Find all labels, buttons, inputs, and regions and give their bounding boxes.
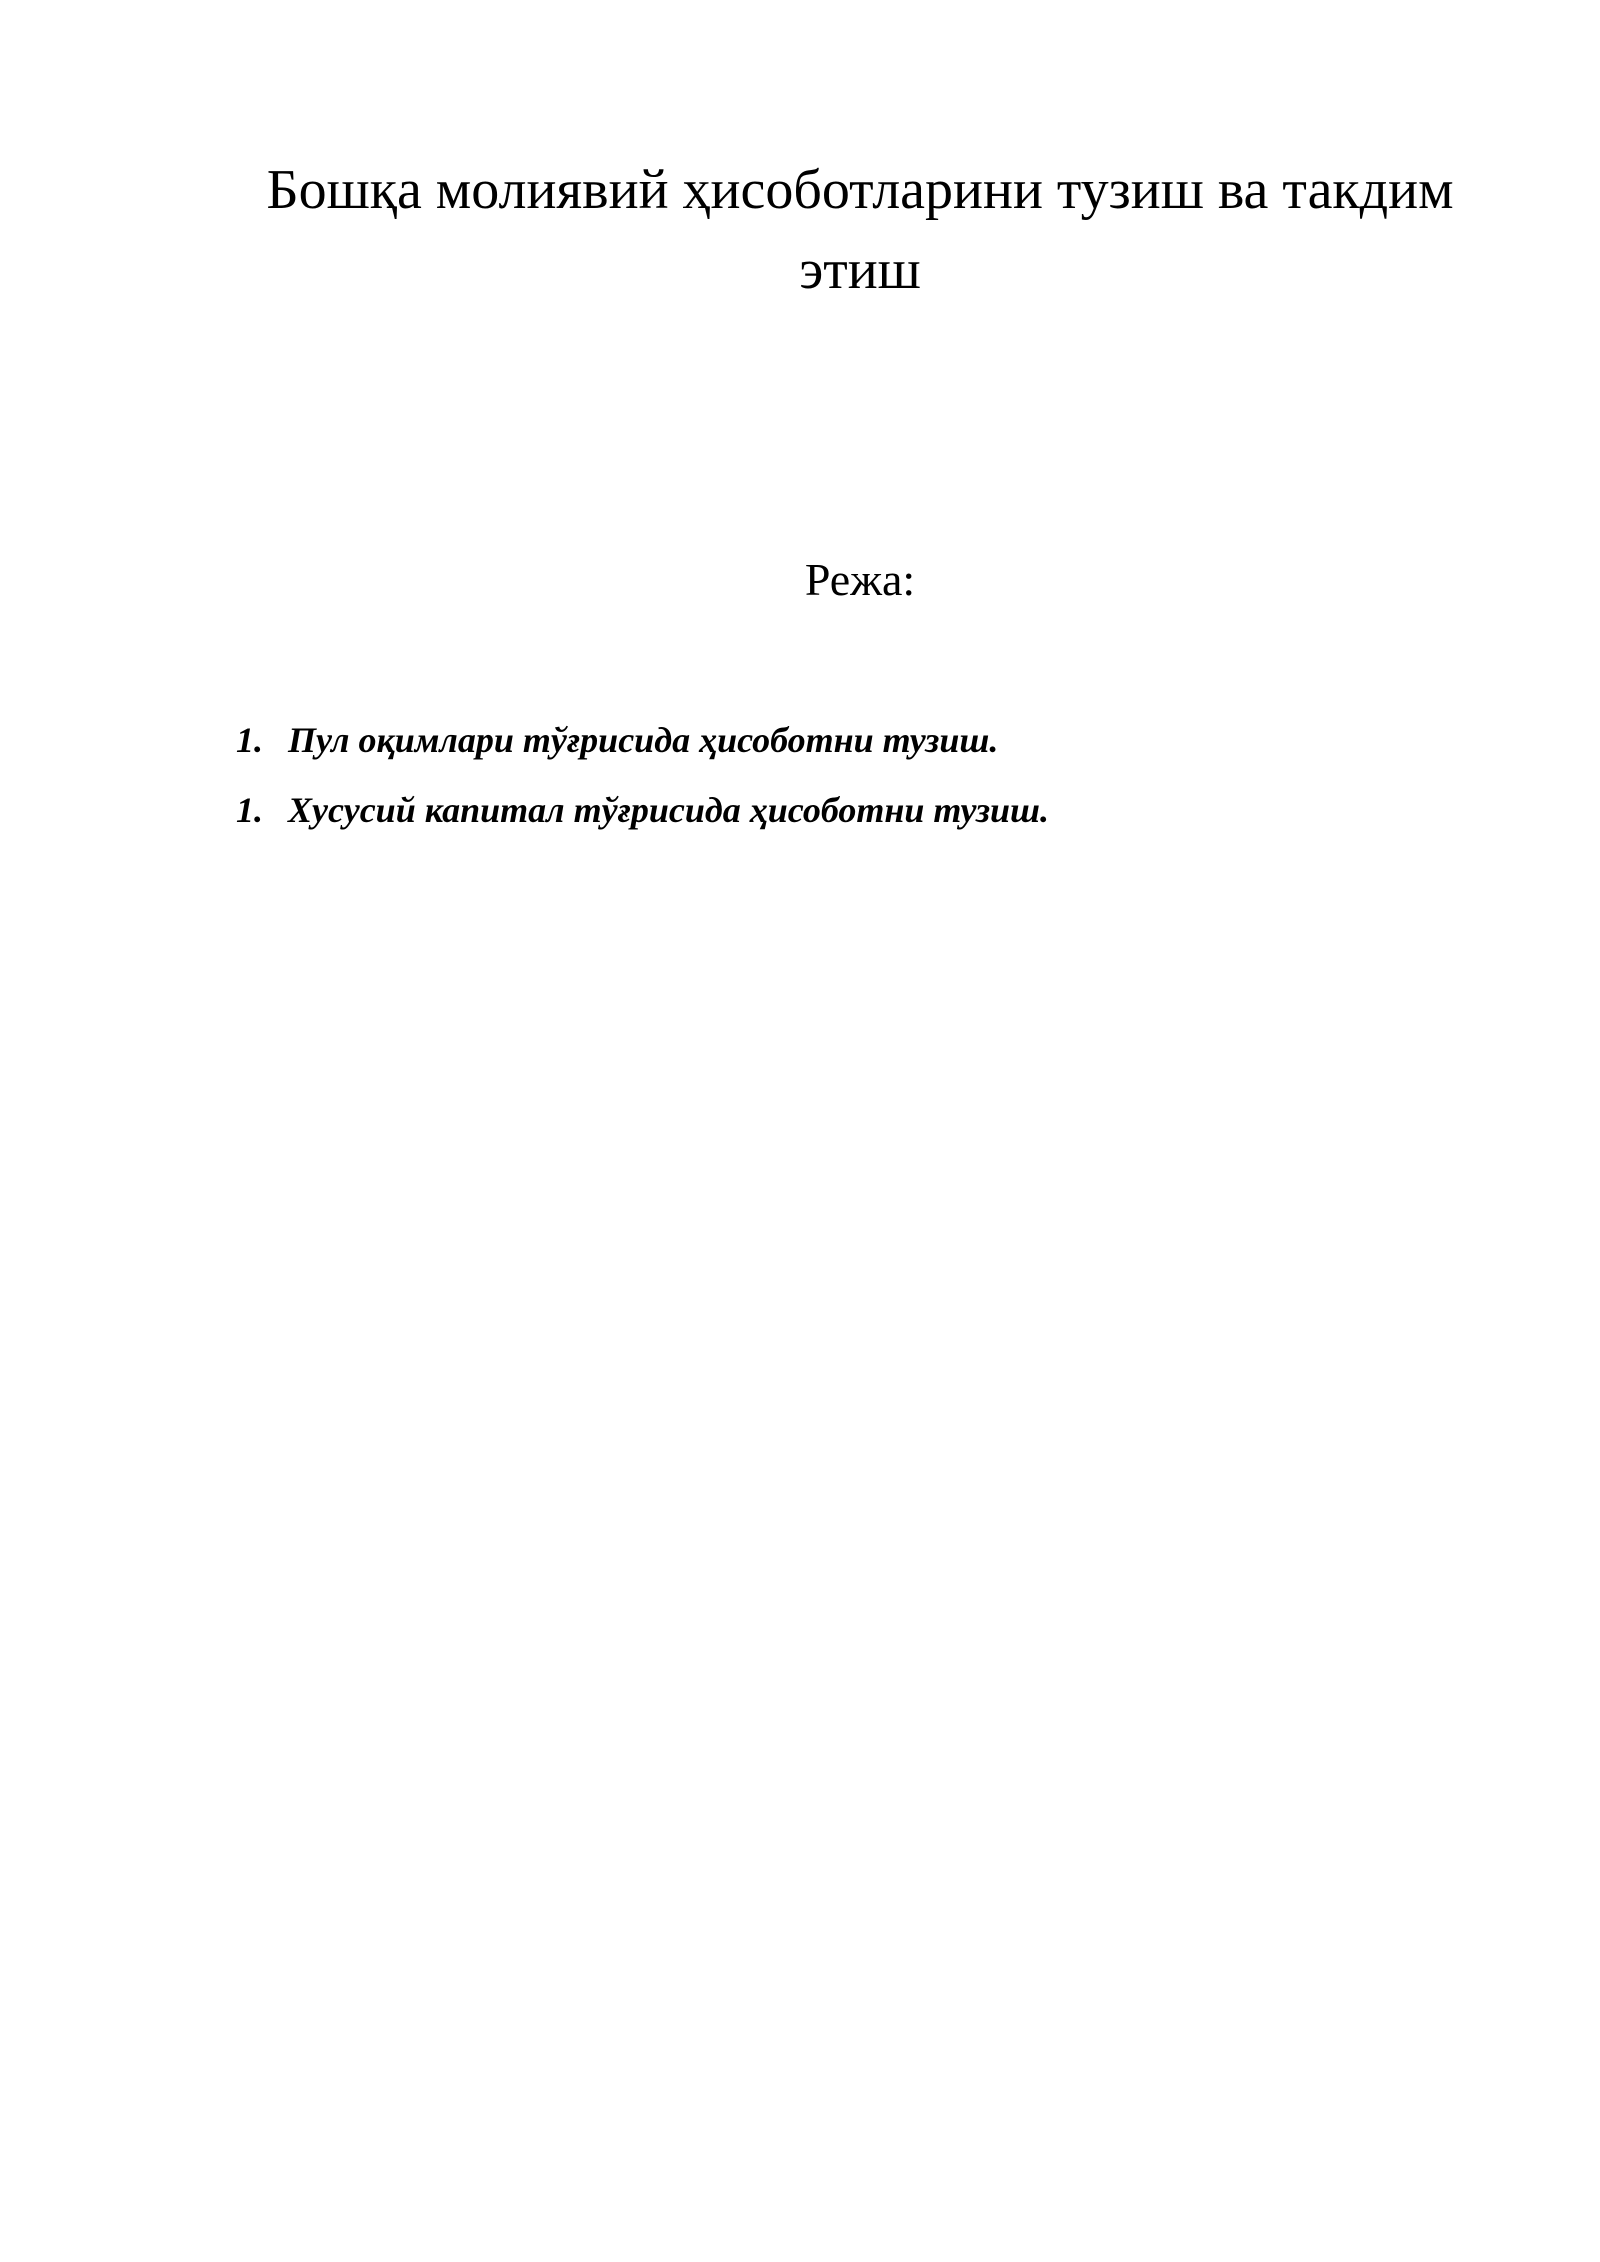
plan-list (236, 720, 1049, 860)
plan-item-text: Пул оқимлари тўғрисида ҳисоботни тузиш. (288, 720, 999, 760)
plan-item (236, 790, 1049, 830)
plan-item-number: 1. (236, 790, 263, 830)
plan-item-number: 1. (236, 720, 263, 760)
plan-item (236, 720, 1049, 760)
plan-item-text: Хусусий капитал тўғрисида ҳисоботни тузиш. (288, 790, 1050, 830)
plan-heading: Режа: (804, 554, 916, 605)
page-title: Бошқа молиявий ҳисоботларини тузиш ва такдим этиш (266, 159, 1454, 301)
